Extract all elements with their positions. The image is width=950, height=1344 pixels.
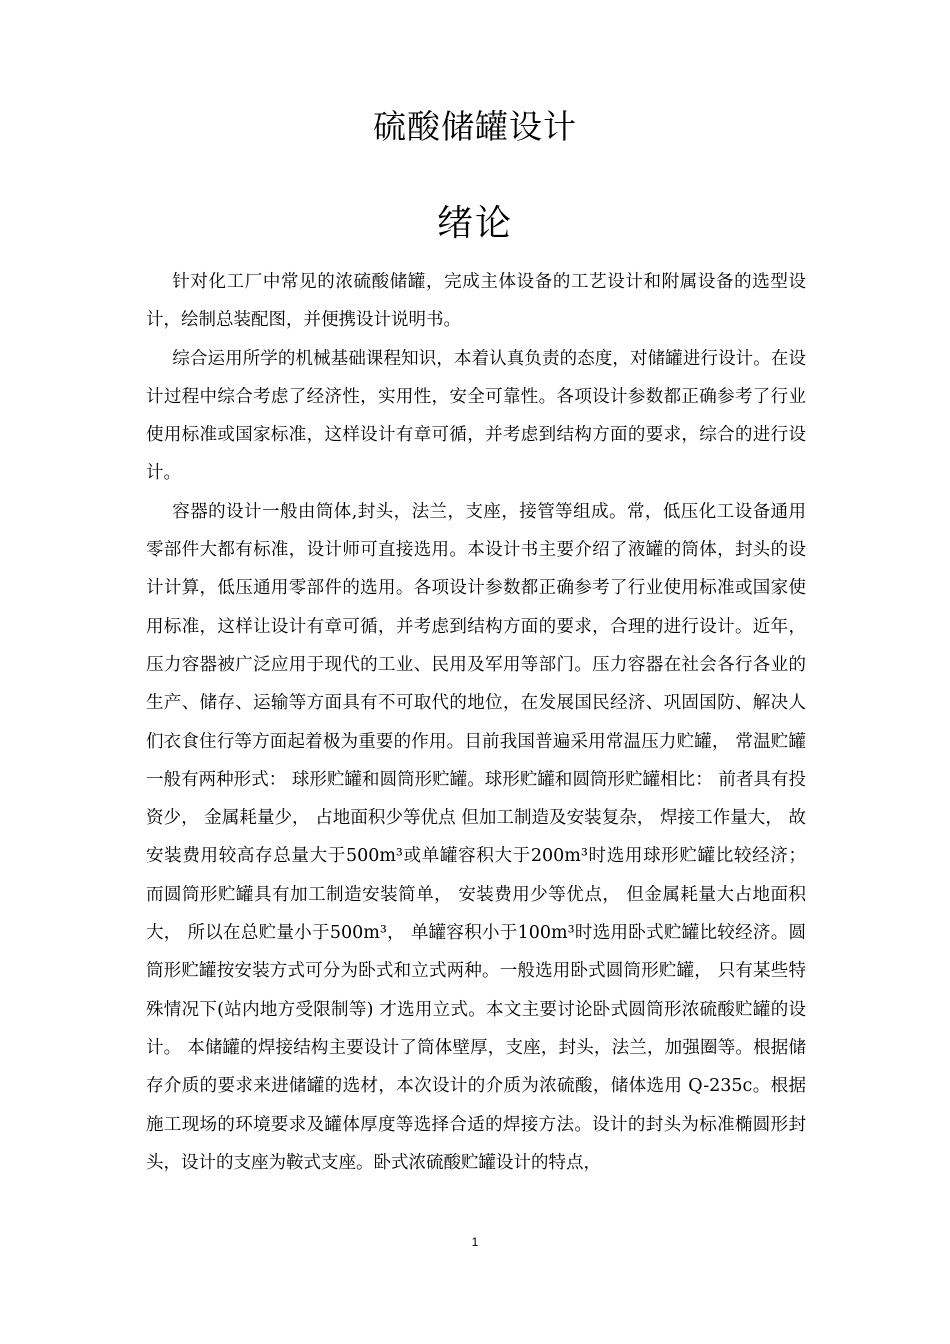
paragraph: 容器的设计一般由筒体,封头，法兰，支座，接管等组成。常，低压化工设备通用零部件大都有标准，设计师可直接选用。本设计书主要介绍了液罐的筒体，封头的设计计算，低压通用零部件的选用。各项设计参数都正确参考了行业使用标准或国家使用标准，这样让设计有章可循，并考虑到结构方面的要求，合理的进行设计。近年，压力容器被广泛应用于现代的工业、民用及军用等部门。压力容器在社会各行各业的生产、储存、运输等方面具有不可取代的地位，在发展国民经济、巩固国防、解决人们衣食住行等方面起着极为重要的作用。目前我国普遍采用常温压力贮罐， 常温贮罐一般有两种形式： 球形贮罐和圆筒形贮罐。球形贮罐和圆筒形贮罐相比： 前者具有投资少， 金属耗量少， 占地面积少等优点 但加工制造及安装复杂， 焊接工作量大， 故安装费用较高存总量大于500m³或单罐容积大于200m³时选用球形贮罐比较经济； 而圆筒形贮罐具有加工制造安装简单， 安装费用少等优点， 但金属耗量大占地面积大， 所以在总贮量小于500m³， 单罐容积小于100m³时选用卧式贮罐比较经济。圆筒形贮罐按安装方式可分为卧式和立式两种。一般选用卧式圆筒形贮罐， 只有某些特殊情况下(站内地方受限制等) 才选用立式。本文主要讨论卧式圆筒形浓硫酸贮罐的设计。 本储罐的焊接结构主要设计了筒体壁厚，支座，封头，法兰，加强圈等。根据储存介质的要求来进储罐的选材，本次设计的介质为浓硫酸，储体选用 Q-235c。根据施工现场的环境要求及罐体厚度等选择合适的焊接方法。设计的封头为标准椭圆形封头，设计的支座为鞍式支座。卧式浓硫酸贮罐设计的特点， — [146, 501, 806, 1173]
paragraph: 综合运用所学的机械基础课程知识，本着认真负责的态度，对储罐进行设计。在设计过程中综合考虑了经济性，实用性，安全可靠性。各项设计参数都正确参考了行业使用标准或国家标准，这样设计有章可循，并考虑到结构方面的要求，综合的进行设计。 — [146, 348, 806, 484]
body-text — [146, 263, 806, 1182]
document-title: 硫酸储罐设计 — [373, 107, 577, 146]
paragraph: 针对化工厂中常见的浓硫酸储罐，完成主体设备的工艺设计和附属设备的选型设计，绘制总装配图，并便携设计说明书。 — [146, 272, 806, 331]
page-number: 1 — [471, 1235, 479, 1249]
section-heading: 绪论 — [436, 203, 513, 244]
